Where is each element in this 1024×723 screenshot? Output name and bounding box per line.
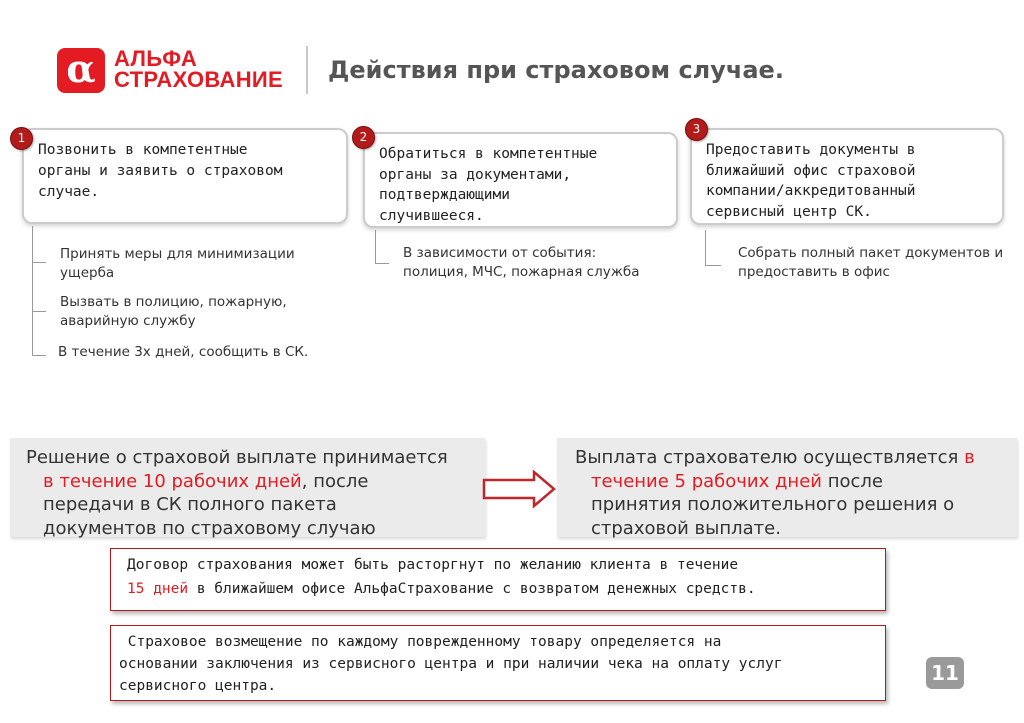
subitem-line: Вызвать в полицию, пожарную, <box>60 294 287 310</box>
step-3-badge: 3 <box>685 118 708 141</box>
step-3-line: сервисный центр СК. <box>706 203 872 220</box>
arrow-right-icon <box>482 470 558 508</box>
payment-line-1 <box>557 446 1017 470</box>
payment-box <box>557 438 1017 537</box>
step-1-subitem <box>58 343 308 362</box>
step-2-line: случившееся. <box>379 207 484 224</box>
payment-text: Выплата страхователю осуществляется <box>575 447 965 468</box>
subitem-line: В зависимости от события: <box>403 245 597 261</box>
payment-line-3: принятия положительного решения о <box>591 494 955 515</box>
step-2-line: органы за документами, <box>379 166 572 183</box>
step-3-subitem <box>738 244 1003 282</box>
step-1-badge: 1 <box>10 127 33 150</box>
step-1-line: случае. <box>38 184 100 200</box>
logo-line-1: АЛЬФА <box>114 46 198 71</box>
logo-wordmark <box>114 48 283 90</box>
termination-line-1: Договор страхования может быть расторгнут по желанию клиента в течение <box>127 557 739 573</box>
step-1-line: органы и заявить о страховом <box>38 163 283 179</box>
payment-line-2 <box>557 470 1017 494</box>
alfa-logo-mark <box>57 48 105 93</box>
decision-line-3: передачи в СК полного пакета <box>43 494 337 515</box>
payment-red-word: в <box>964 447 975 468</box>
compensation-line: Страховое возмещение по каждому поврежденному товару определяется на <box>119 634 722 650</box>
step-3-tree-line <box>705 230 706 266</box>
decision-after: , после <box>301 470 369 492</box>
step-2-badge: 2 <box>352 126 375 149</box>
termination-period: 15 дней <box>127 581 189 597</box>
subitem-line: полиция, МЧС, пожарная служба <box>403 264 640 280</box>
page-title: Действия при страховом случае. <box>328 56 784 84</box>
step-2-box <box>363 132 678 228</box>
step-3-line: Предоставить документы в <box>706 142 916 158</box>
subitem-line: Принять меры для минимизации <box>60 246 295 262</box>
subitem-line: Собрать полный пакет документов и <box>738 245 1004 261</box>
payment-line-4: страховой выплате. <box>591 517 781 539</box>
decision-line-4: документов по страховому случаю <box>43 517 376 539</box>
step-2-line: Обратиться в компетентные <box>379 146 598 162</box>
logo-line-2: СТРАХОВАНИЕ <box>114 67 283 92</box>
step-1-subitem <box>60 245 295 283</box>
payment-deadline: течение 5 рабочих дней <box>591 470 822 492</box>
step-3-box <box>690 128 1004 225</box>
decision-box <box>10 438 485 537</box>
subitem-line: В течение 3х дней, сообщить в СК. <box>58 344 309 360</box>
tree-branch <box>32 355 46 356</box>
step-3-line: ближайший офис страховой <box>706 162 916 179</box>
step-3-line: компании/аккредитованный <box>706 183 916 199</box>
step-2-tree-line <box>375 230 376 264</box>
tree-branch <box>32 311 46 312</box>
payment-after: после <box>821 470 883 492</box>
subitem-line: предоставить в офис <box>738 264 890 280</box>
tree-branch <box>32 262 46 263</box>
compensation-line: основании заключения из сервисного центра и при наличии чека на оплату услуг <box>119 656 783 672</box>
step-2-line: подтверждающими <box>379 187 510 203</box>
step-1-line: Позвонить в компетентные <box>38 142 248 158</box>
step-1-box <box>22 128 348 224</box>
tree-branch <box>705 265 721 266</box>
decision-deadline: в течение 10 рабочих дней <box>43 470 302 492</box>
decision-line-2 <box>10 470 485 494</box>
subitem-line: аварийную службу <box>60 313 196 329</box>
step-2-subitem <box>403 244 639 282</box>
termination-rest: в ближайшем офисе АльфаСтрахование с возвратом денежных средств. <box>188 581 756 597</box>
decision-line-1: Решение о страховой выплате принимается <box>26 447 448 468</box>
compensation-note <box>110 625 886 701</box>
header-divider <box>306 46 308 94</box>
termination-line-2 <box>127 578 885 600</box>
tree-branch <box>375 263 389 264</box>
alpha-glyph-icon: α <box>66 46 96 91</box>
page-number: 11 <box>926 657 964 689</box>
step-1-tree-line <box>32 226 33 356</box>
step-1-subitem <box>60 293 287 331</box>
termination-note <box>110 548 886 611</box>
compensation-line: сервисного центра. <box>119 678 277 694</box>
subitem-line: ущерба <box>60 265 115 281</box>
